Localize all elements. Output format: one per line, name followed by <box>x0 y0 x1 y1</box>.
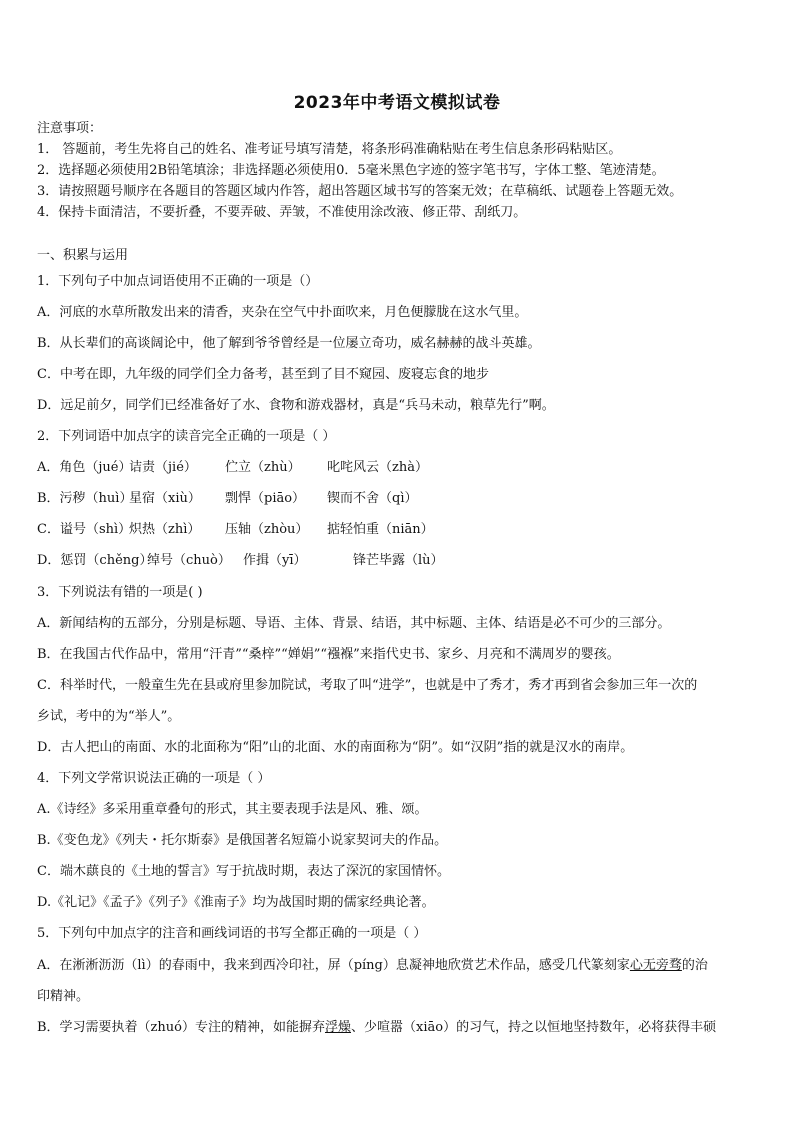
q4-option-a: A.《诗经》多采用重章叠句的形式，其主要表现手法是风、雅、颂。 <box>37 802 428 817</box>
q5-option-a-line1 <box>37 958 764 974</box>
q1-stem: 1．下列句子中加点词语使用不正确的一项是（） <box>37 274 319 289</box>
note-item-1: 1． 答题前，考生先将自己的姓名、准考证号填写清楚，将条形码准确粘贴在考生信息条形码粘贴区。 <box>37 142 622 157</box>
q5-a-text-end: 的治 <box>681 958 708 973</box>
q2-a-word-2: 诘责（jié） <box>129 460 197 475</box>
q2-a-word-1: A．角色（jué） <box>37 460 132 475</box>
q1-option-c: C．中考在即，九年级的同学们全力备考，甚至到了目不窥园、废寝忘食的地步 <box>37 367 489 382</box>
q2-b-word-2: 星宿（xiù） <box>129 491 201 506</box>
q5-a-text: A．在淅淅沥沥（lì）的春雨中，我来到西冷印社，屏（píng）息凝神地欣赏艺术作品，感受几代篆刻家 <box>37 958 630 973</box>
q5-b-text-end: 、少喧嚣（xiāo）的习气，持之以恒地坚持数年，必将获得丰硕 <box>351 1020 717 1035</box>
q2-option-d <box>37 553 764 569</box>
q4-stem: 4．下列文学常识说法正确的一项是（ ） <box>37 771 271 786</box>
q1-option-a: A．河底的水草所散发出来的清香，夹杂在空气中扑面吹来，月色便朦胧在这水气里。 <box>37 305 528 320</box>
q3-option-b: B．在我国古代作品中，常用“汗青”“桑梓”“婵娟”“襁褓”来指代史书、家乡、月亮和不满周岁的婴孩。 <box>37 647 620 662</box>
note-item-2: 2．选择题必须使用2B铅笔填涂；非选择题必须使用0．5毫米黑色字迹的签字笔书写，字体工整、笔迹清楚。 <box>37 163 665 178</box>
q2-option-a <box>37 460 764 476</box>
q5-option-a-line2: 印精神。 <box>37 989 90 1004</box>
q2-a-word-3: 伫立（zhù） <box>225 460 301 475</box>
q2-b-word-4: 锲而不舍（qì） <box>327 491 418 506</box>
q2-b-word-3: 剽悍（piāo） <box>225 491 306 506</box>
q5-b-underlined-word: 浮燥 <box>324 1020 351 1035</box>
q5-option-b-line1 <box>37 1020 764 1036</box>
note-item-4: 4．保持卡面清洁，不要折叠，不要弄破、弄皱，不准使用涂改液、修正带、刮纸刀。 <box>37 205 527 220</box>
q3-option-d: D．古人把山的南面、水的北面称为“阳”山的北面、水的南面称为“阴”。如“汉阴”指的就是汉水的南岸。 <box>37 740 634 755</box>
q2-c-word-1: C．谥号（shì） <box>37 522 132 537</box>
q2-a-word-4: 叱咤风云（zhà） <box>327 460 428 475</box>
q2-stem: 2．下列词语中加点字的读音完全正确的一项是（ ） <box>37 429 336 444</box>
q5-b-text: B．学习需要执着（zhuó）专注的精神，如能摒弃 <box>37 1020 325 1035</box>
q4-option-b: B.《变色龙》《列夫・托尔斯泰》是俄国著名短篇小说家契诃夫的作品。 <box>37 833 448 848</box>
q2-b-word-1: B．污秽（huì） <box>37 491 133 506</box>
q2-c-word-4: 掂轻怕重（niān） <box>327 522 434 537</box>
q3-option-c-line2: 乡试，考中的为“举人”。 <box>37 709 181 724</box>
q2-option-b <box>37 491 764 507</box>
q1-option-b: B．从长辈们的高谈阔论中，他了解到爷爷曾经是一位屡立奇功，威名赫赫的战斗英雄。 <box>37 336 541 351</box>
q5-a-underlined-word: 心无旁骛 <box>629 958 682 973</box>
q2-d-word-1: D．惩罚（chěng） <box>37 553 153 568</box>
q3-option-a: A．新闻结构的五部分，分别是标题、导语、主体、背景、结语，其中标题、主体、结语是必不可少的三部分。 <box>37 616 671 631</box>
note-item-3: 3．请按照题号顺序在各题目的答题区域内作答，超出答题区域书写的答案无效；在草稿纸、试题卷上答题无效。 <box>37 184 683 199</box>
q1-option-d: D．远足前夕，同学们已经准备好了水、食物和游戏器材，真是“兵马未动，粮草先行”啊。 <box>37 398 555 413</box>
q2-c-word-3: 压轴（zhòu） <box>225 522 309 537</box>
section-heading: 一、积累与运用 <box>37 248 129 263</box>
q4-option-d: D.《礼记》《孟子》《列子》《淮南子》均为战国时期的儒家经典论著。 <box>37 895 435 910</box>
q2-d-word-4: 锋芒毕露（lù） <box>353 553 444 568</box>
q4-option-c: C．端木蕻良的《土地的誓言》写于抗战时期，表达了深沉的家国情怀。 <box>37 864 450 879</box>
q3-stem: 3．下列说法有错的一项是( ) <box>37 585 203 600</box>
q5-stem: 5．下列句中加点字的注音和画线词语的书写全都正确的一项是（ ） <box>37 926 427 941</box>
q2-option-c <box>37 522 764 538</box>
q2-d-word-3: 作揖（yī） <box>243 553 307 568</box>
q2-d-word-2: 绰号（chuò） <box>147 553 231 568</box>
notes-heading: 注意事项： <box>37 121 103 136</box>
q3-option-c-line1: C．科举时代，一般童生先在县或府里参加院试，考取了叫“进学”，也就是中了秀才，秀才再到省会参加三年一次的 <box>37 678 698 693</box>
page-title: 2023年中考语文模拟试卷 <box>293 93 501 113</box>
q2-c-word-2: 炽热（zhì） <box>129 522 201 537</box>
